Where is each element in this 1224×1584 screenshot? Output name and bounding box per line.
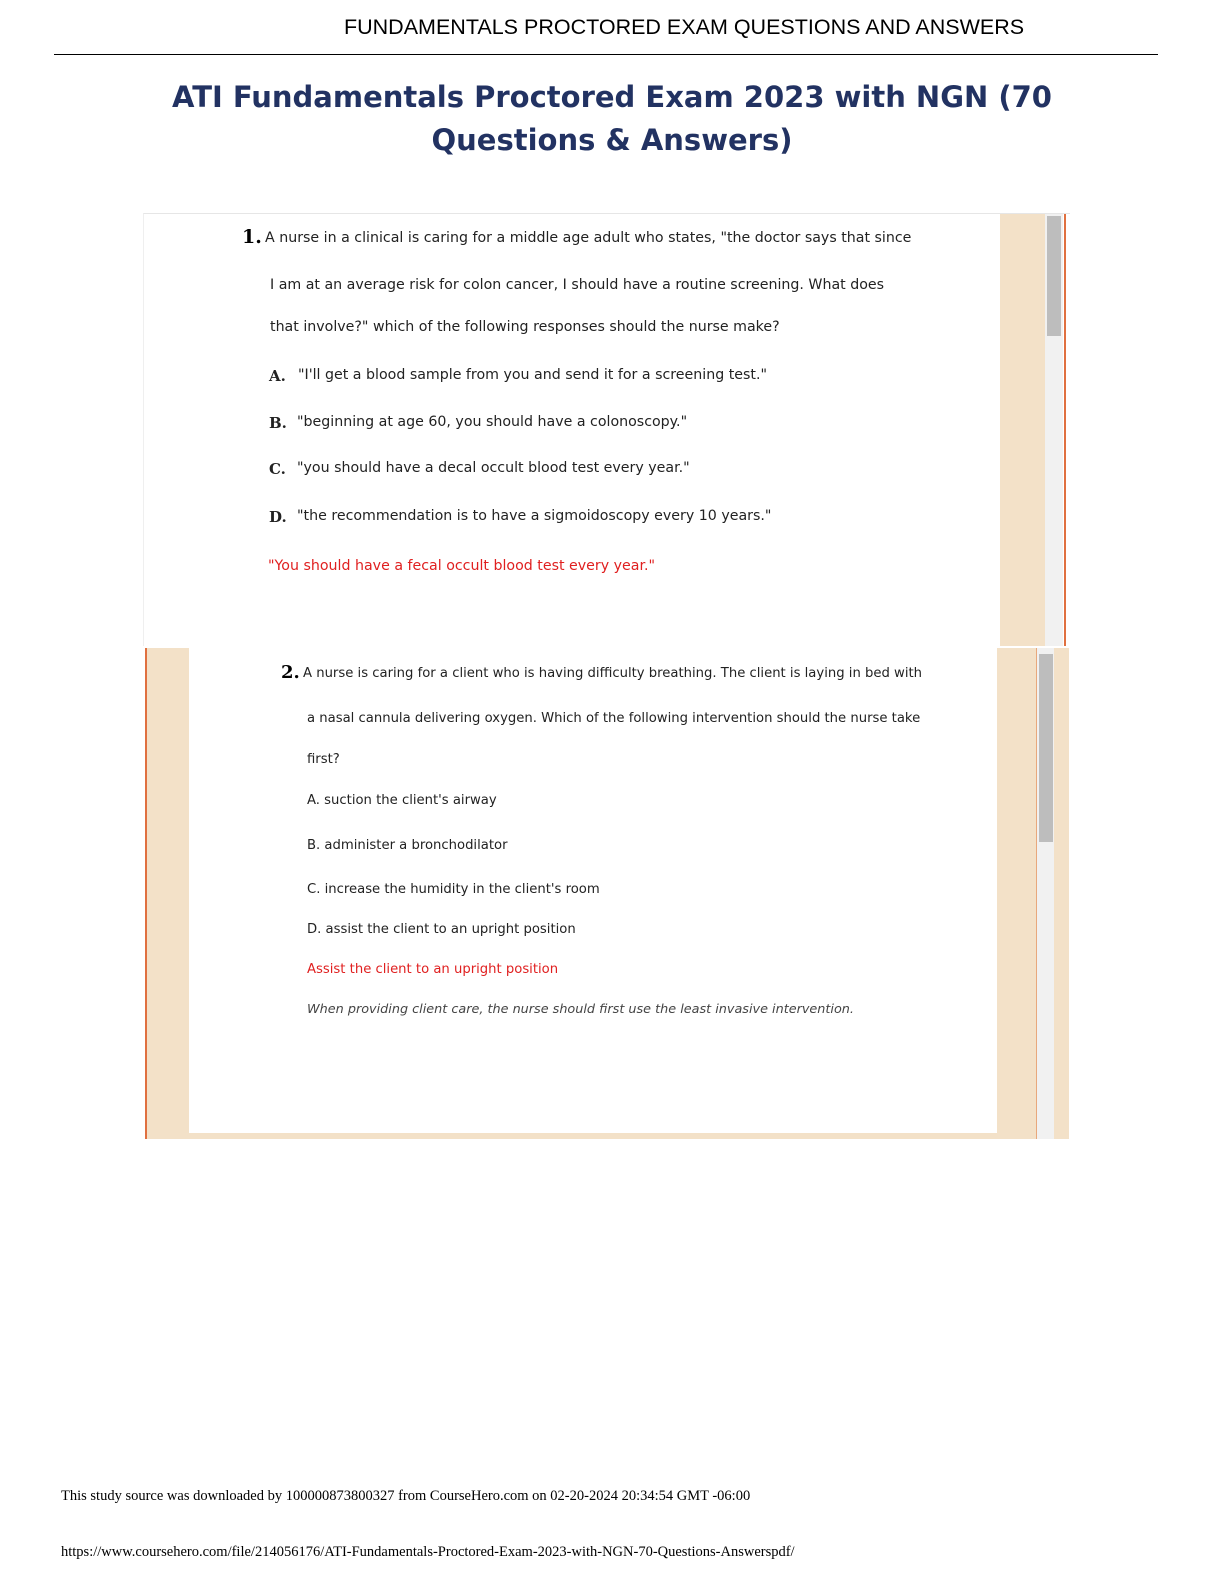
question-2-answer: Assist the client to an upright position	[307, 962, 559, 977]
running-header-title: FUNDAMENTALS PROCTORED EXAM QUESTIONS AND ANSWERS	[344, 15, 1025, 39]
document-title-line-1: ATI Fundamentals Proctored Exam 2023 with NGN (70	[172, 80, 1052, 114]
screenshot-margin	[189, 1133, 997, 1139]
question-2-option: B. administer a bronchodilator	[307, 838, 508, 853]
question-1-option-text: "I'll get a blood sample from you and send it for a screening test."	[298, 367, 767, 383]
question-2-stem-line: A nurse is caring for a client who is having difficulty breathing. The client is laying in bed with	[303, 666, 923, 681]
window-border	[145, 648, 147, 1139]
question-1-answer: "You should have a fecal occult blood test every year."	[268, 558, 656, 574]
question-1-number: 1.	[242, 226, 262, 248]
question-2-stem-line: a nasal cannula delivering oxygen. Which of the following intervention should the nurse take	[307, 711, 921, 726]
question-1-option-letter: A.	[269, 367, 286, 385]
question-2-option: C. increase the humidity in the client's room	[307, 882, 600, 897]
source-url[interactable]: https://www.coursehero.com/file/214056176/ATI-Fundamentals-Proctored-Exam-2023-with-NGN-70-Questions-Answerspdf/	[61, 1544, 795, 1560]
screenshot-margin	[1000, 214, 1045, 646]
question-1-stem-line: I am at an average risk for colon cancer, I should have a routine screening. What does	[270, 277, 885, 293]
question-1-stem-line: A nurse in a clinical is caring for a middle age adult who states, "the doctor says that since	[265, 230, 912, 246]
question-1-option-letter: B.	[269, 414, 287, 432]
question-1-option-text: "you should have a decal occult blood test every year."	[297, 460, 690, 476]
question-1-option-text: "beginning at age 60, you should have a colonoscopy."	[297, 414, 688, 430]
question-1-stem-line: that involve?" which of the following responses should the nurse make?	[270, 319, 780, 335]
question-2-option: A. suction the client's airway	[307, 793, 497, 808]
header-divider	[54, 54, 1158, 55]
question-1-option-letter: C.	[269, 460, 286, 478]
window-border	[1064, 214, 1066, 646]
download-notice: This study source was downloaded by 100000873800327 from CourseHero.com on 02-20-2024 20:34:54 GMT -06:00	[61, 1488, 751, 1504]
document-title-line-2: Questions & Answers)	[431, 123, 793, 157]
window-border	[1036, 648, 1037, 1139]
question-2-option: D. assist the client to an upright position	[307, 922, 576, 937]
question-1-option-text: "the recommendation is to have a sigmoidoscopy every 10 years."	[297, 508, 772, 524]
question-2-number: 2.	[281, 662, 300, 683]
scrollbar-thumb	[1039, 654, 1053, 842]
document-title	[150, 76, 1074, 162]
question-2-rationale: When providing client care, the nurse should first use the least invasive intervention.	[307, 1002, 854, 1017]
scrollbar-thumb	[1047, 216, 1061, 336]
question-2-stem-line: first?	[307, 752, 340, 767]
question-1-option-letter: D.	[269, 508, 287, 526]
